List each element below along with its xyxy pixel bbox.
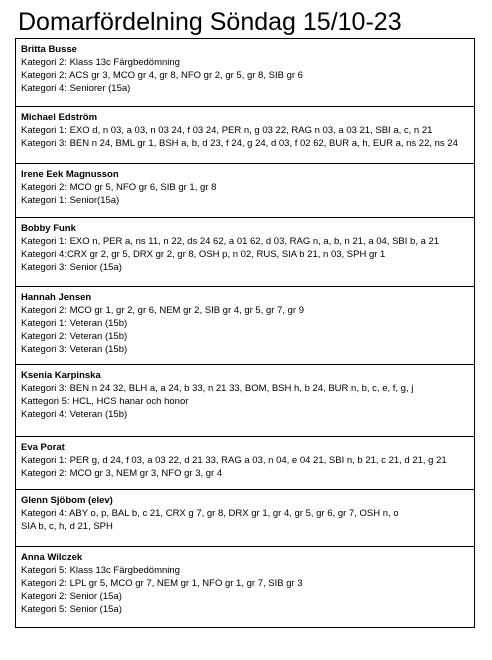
- page-title: Domarfördelning Söndag 15/10-23: [18, 8, 402, 36]
- judge-block-sjobom: [16, 490, 474, 547]
- assignment-line: Kattegori 5: HCL, HCS hanar och honor: [21, 396, 189, 407]
- judge-name: Hannah Jensen: [21, 292, 92, 303]
- assignment-line: Kategori 4:CRX gr 2, gr 5, DRX gr 2, gr 8, OSH p, n 02, RUS, SIA b 21, n 03, SPH gr 1: [21, 249, 386, 260]
- judge-name: Britta Busse: [21, 44, 77, 55]
- assignment-line: Kategori 2: Klass 13c Färgbedömning: [21, 57, 180, 68]
- assignment-line: Kategori 1: EXO d, n 03, a 03, n 03 24, f 03 24, PER n, g 03 22, RAG n 03, a 03 21, SBI a, c, n 21: [21, 125, 433, 136]
- judge-block-karpinska: [16, 365, 474, 437]
- assignment-line: Kategori 4: Seniorer (15a): [21, 83, 131, 94]
- assignment-line: SIA b, c, h, d 21, SPH: [21, 521, 113, 532]
- assignment-line: Kategori 2: MCO gr 3, NEM gr 3, NFO gr 3, gr 4: [21, 468, 223, 479]
- judge-table: [15, 38, 475, 628]
- assignment-line: Kategori 3: BEN n 24 32, BLH a, a 24, b 33, n 21 33, BOM, BSH h, b 24, BUR n, b, c, e, f, g, j: [21, 383, 414, 394]
- judge-block-wilczek: [16, 547, 474, 627]
- judge-name: Bobby Funk: [21, 223, 76, 234]
- assignment-line: Kategori 1: Senior(15a): [21, 195, 120, 206]
- assignment-line: Kategori 2: LPL gr 5, MCO gr 7, NEM gr 1, NFO gr 1, gr 7, SIB gr 3: [21, 578, 303, 589]
- assignment-line: Kategori 5: Klass 13c Färgbedömning: [21, 565, 180, 576]
- assignment-line: Kategori 1: Veteran (15b): [21, 318, 128, 329]
- assignment-line: Kategori 2: Senior (15a): [21, 591, 122, 602]
- judge-block-busse: [16, 39, 474, 107]
- assignment-line: Kategori 4: Veteran (15b): [21, 409, 128, 420]
- assignment-line: Kategori 1: EXO n, PER a, ns 11, n 22, ds 24 62, a 01 62, d 03, RAG n, a, b, n 21, a 04, SBI b, a 21: [21, 236, 440, 247]
- judge-name: Michael Edström: [21, 112, 98, 123]
- assignment-line: Kategori 3: Senior (15a): [21, 262, 122, 273]
- assignment-line: Kategori 2: MCO gr 1, gr 2, gr 6, NEM gr 2, SIB gr 4, gr 5, gr 7, gr 9: [21, 305, 305, 316]
- assignment-line: Kategori 4: ABY o, p, BAL b, c 21, CRX g 7, gr 8, DRX gr 1, gr 4, gr 5, gr 6, gr 7, OSH n, o: [21, 508, 399, 519]
- judge-block-edstrom: [16, 107, 474, 164]
- judge-name: Irene Eek Magnusson: [21, 169, 119, 180]
- judge-block-magnusson: [16, 164, 474, 218]
- assignment-line: Kategori 2: MCO gr 5, NFO gr 6, SIB gr 1, gr 8: [21, 182, 217, 193]
- judge-name: Ksenia Karpinska: [21, 370, 101, 381]
- assignment-line: Kategori 3: Veteran (15b): [21, 344, 128, 355]
- assignment-line: Kategori 1: PER g, d 24, f 03, a 03 22, d 21 33, RAG a 03, n 04, e 04 21, SBI n, b 21, c 21, d 21, g 21: [21, 455, 447, 466]
- assignment-line: Kategori 5: Senior (15a): [21, 604, 122, 615]
- judge-name: Glenn Sjöbom (elev): [21, 495, 113, 506]
- judge-block-jensen: [16, 287, 474, 365]
- assignment-line: Kategori 2: ACS gr 3, MCO gr 4, gr 8, NFO gr 2, gr 5, gr 8, SIB gr 6: [21, 70, 303, 81]
- judge-block-funk: [16, 218, 474, 287]
- judge-block-porat: [16, 437, 474, 490]
- assignment-line: Kategori 3: BEN n 24, BML gr 1, BSH a, b, d 23, f 24, g 24, d 03, f 02 62, BUR a, h, EUR a, ns 22, ns 24: [21, 138, 458, 149]
- judge-name: Eva Porat: [21, 442, 65, 453]
- judge-name: Anna Wilczek: [21, 552, 83, 563]
- assignment-line: Kategori 2: Veteran (15b): [21, 331, 128, 342]
